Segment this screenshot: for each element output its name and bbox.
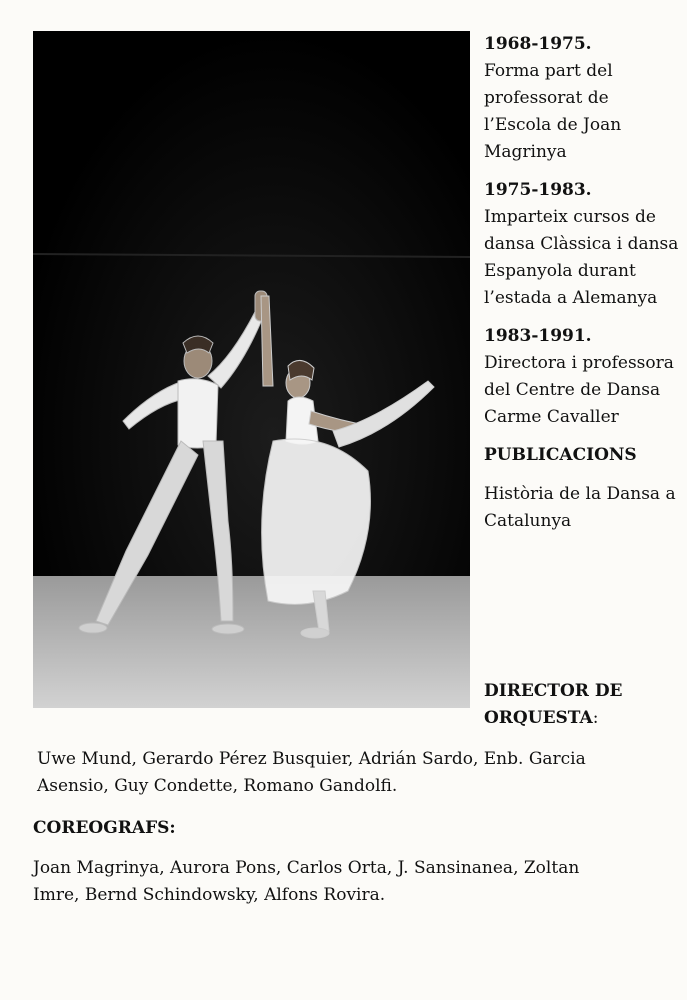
timeline-text: Forma part del professorat de l’Escola de Joan Magrinya — [484, 61, 622, 162]
timeline-year: 1975-1983. — [484, 180, 592, 200]
conductors-list — [33, 746, 597, 800]
timeline-text: Directora i professora del Centre de Dansa Carme Cavaller — [484, 353, 674, 427]
conductors-heading-colon: : — [592, 708, 599, 728]
ballet-photo — [33, 31, 470, 708]
timeline-entry — [484, 31, 680, 166]
publications-text: Història de la Dansa a Catalunya — [484, 484, 676, 531]
publications-heading: PUBLICACIONS — [484, 445, 637, 465]
choreographers-list — [33, 855, 623, 909]
timeline-text: Imparteix cursos de dansa Clàssica i dansa Espanyola durant l’estada a Alemanya — [484, 207, 679, 308]
timeline-year: 1983-1991. — [484, 326, 592, 346]
conductors-text: Uwe Mund, Gerardo Pérez Busquier, Adrián Sardo, Enb. Garcia Asensio, Guy Condette, Romano Gandolfi. — [37, 749, 586, 796]
timeline-entry — [484, 177, 680, 312]
choreographers-text: Joan Magrinya, Aurora Pons, Carlos Orta, J. Sansinanea, Zoltan Imre, Bernd Schindowsky, Alfons Rovira. — [33, 858, 580, 905]
choreographers-heading: COREOGRAFS: — [33, 818, 176, 838]
conductors-heading-block — [484, 678, 680, 732]
timeline-entry — [484, 323, 680, 431]
ballet-photo-illustration — [33, 31, 470, 708]
conductors-heading: DIRECTOR DE ORQUESTA — [484, 681, 623, 728]
timeline-column — [484, 31, 680, 535]
timeline-year: 1968-1975. — [484, 34, 592, 54]
choreographers-heading-block — [33, 815, 653, 842]
